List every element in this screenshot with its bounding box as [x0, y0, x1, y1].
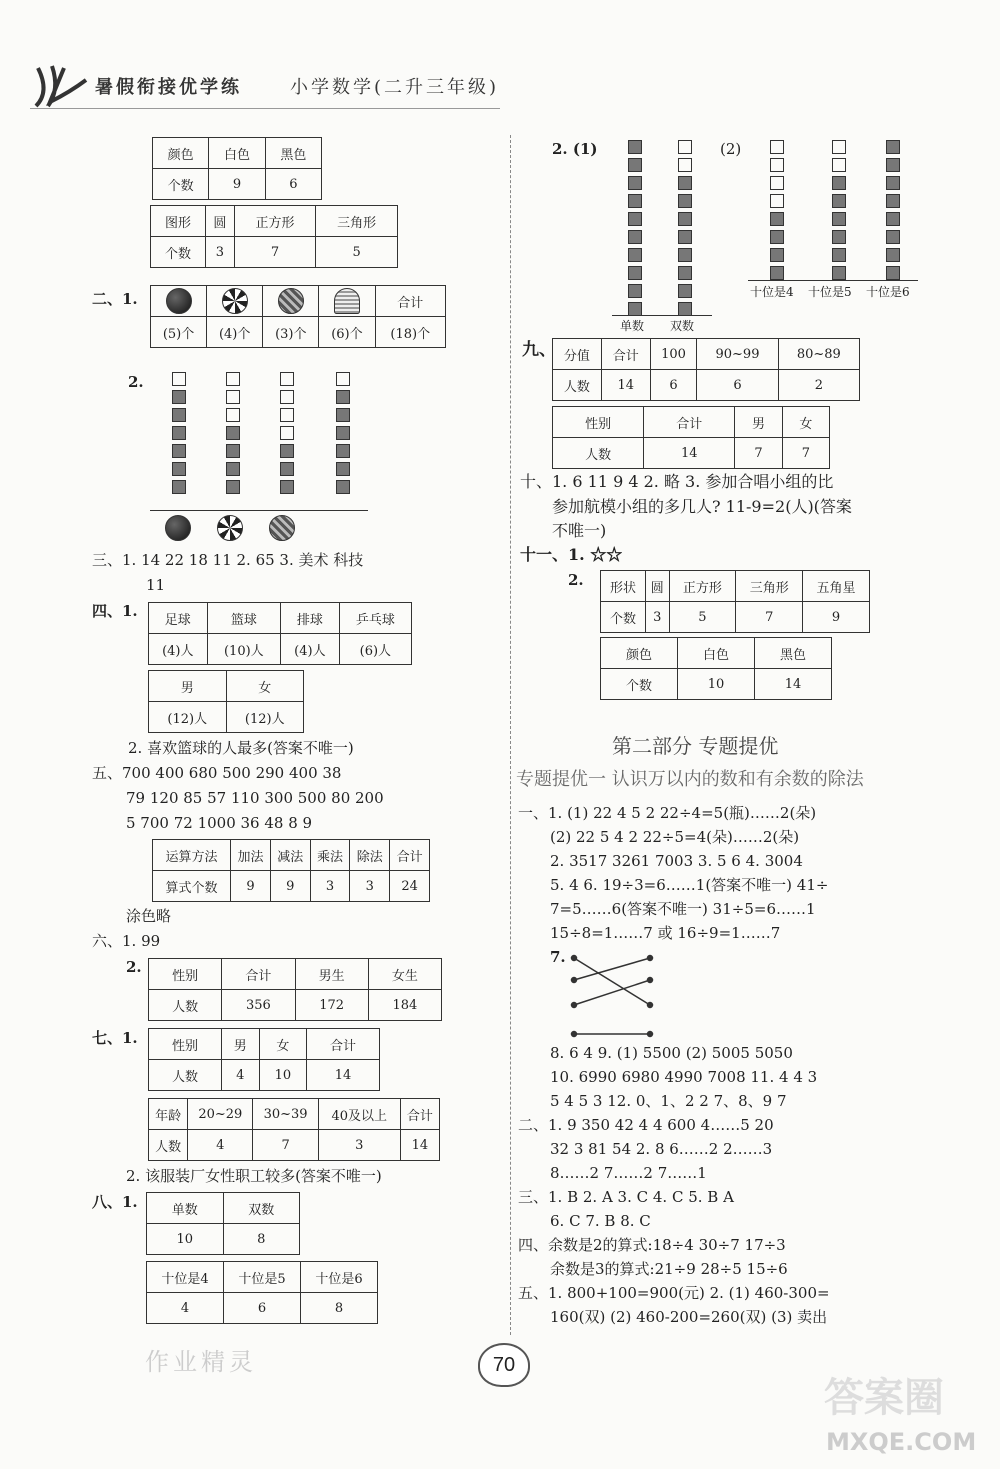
table-gender-2: 性别 男 女 合计 人数 4 10 14 [148, 1028, 380, 1091]
label-tens-5: 十位是5 [808, 285, 852, 299]
q2-1-label: 二、1. [92, 290, 138, 308]
topic-title: 专题提优一 认识万以内的数和有余数的除法 [516, 769, 864, 790]
r2-line-4: 32 3 81 54 2. 8 6……2 2……3 [550, 1140, 773, 1158]
header-subject: 小学数学(二升三年级) [290, 77, 500, 98]
q2-2-label: 2. [128, 373, 144, 391]
watermark-url: MXQE.COM [826, 1428, 977, 1456]
basketball-icon [165, 515, 191, 541]
r2-line-8: 四、余数是2的算式:18÷4 30÷7 17÷3 [518, 1236, 786, 1254]
bar-shuttlecock [336, 372, 350, 498]
r2-line-11: 160(双) (2) 460-200=260(双) (3) 卖出 [550, 1308, 828, 1326]
q3-line: 三、1. 14 22 18 11 2. 65 3. 美术 科技 [92, 551, 364, 569]
q11-2-label: 2. [568, 571, 584, 589]
q10-a: 十、1. 6 11 9 4 2. 略 3. 参加合唱小组的比 [520, 472, 834, 491]
q10-b: 参加航模小组的多几人? 11-9=2(人)(答案 [552, 497, 852, 516]
q9-label: 九、 [522, 340, 556, 360]
bar-odd [628, 140, 642, 320]
q3-line-b: 11 [146, 576, 166, 594]
q6-2-label: 2. [126, 958, 142, 976]
table-sports: 足球 篮球 排球 乒乓球 (4)人 (10)人 (4)人 (6)人 [148, 602, 412, 665]
q7-2: 2. 该服装厂女性职工较多(答案不唯一) [126, 1167, 382, 1185]
q4-2: 2. 喜欢篮球的人最多(答案不唯一) [128, 739, 354, 757]
q10-c: 不唯一) [552, 521, 607, 540]
r2-line-6: 三、1. B 2. A 3. C 4. C 5. B A [518, 1188, 734, 1206]
table-gender: 男 女 (12)人 (12)人 [148, 670, 304, 733]
r2-line-2: 5 4 5 3 12. 0、1、2 2 7、8、9 7 [550, 1092, 787, 1110]
page-number-badge [478, 1343, 530, 1387]
shuttlecock-icon [334, 288, 360, 314]
label-even: 双数 [670, 319, 695, 333]
table-scores: 分值 合计 100 90~99 80~89 人数 14 6 6 2 [552, 338, 860, 401]
table-age: 年龄 20~29 30~39 40及以上 合计 人数 4 7 3 14 [148, 1098, 440, 1161]
r2-line-5: 8……2 7……2 7……1 [550, 1164, 707, 1182]
soccer-ball-icon [222, 288, 248, 314]
r2-line-1: 10. 6990 6980 4990 7008 11. 4 4 3 [550, 1068, 818, 1086]
table-shape-count: 图形 圆 正方形 三角形 个数 3 7 5 [150, 205, 398, 268]
r-line-0: 一、1. (1) 22 4 5 2 22÷4=5(瓶)……2(朵) [518, 804, 817, 822]
q4-label: 四、1. [92, 602, 138, 620]
label-odd: 单数 [620, 319, 645, 333]
r2-line-3: 二、1. 9 350 42 4 4 600 4……5 20 [518, 1116, 774, 1134]
page-number: 70 [492, 1354, 516, 1376]
r2-line-0: 8. 6 4 9. (1) 5500 (2) 5005 5050 [550, 1044, 793, 1062]
label-tens-4: 十位是4 [750, 285, 794, 299]
q5-d: 涂色略 [126, 907, 172, 925]
q7-label: 七、1. [92, 1029, 138, 1047]
table-operations: 运算方法 加法 减法 乘法 除法 合计 算式个数 9 9 3 3 24 [152, 839, 430, 902]
r-q2-label: 2. (1) [552, 140, 598, 158]
table-colors-r: 颜色 白色 黑色 个数 10 14 [600, 637, 832, 700]
table-staff-gender: 性别 合计 男生 女生 人数 356 172 184 [148, 958, 442, 1021]
soccer-ball-icon [217, 515, 243, 541]
r-line-3: 5. 4 6. 19÷3=6……1(答案不唯一) 41÷ [550, 876, 829, 894]
r2-line-9: 余数是3的算式:21÷9 28÷5 15÷6 [550, 1260, 788, 1278]
part-two-title: 第二部分 专题提优 [612, 734, 779, 758]
q8-label: 八、1. [92, 1193, 138, 1211]
ball-row [165, 515, 365, 541]
r-q2-2-label: (2) [720, 140, 742, 158]
header-title: 暑假衔接优学练 [95, 77, 242, 98]
volleyball-icon [269, 515, 295, 541]
footer-mark: 作业精灵 [145, 1348, 257, 1376]
q5-line-c: 5 700 72 1000 36 48 8 9 [126, 814, 313, 832]
matching-lines [566, 950, 666, 1049]
table-gender-r: 性别 合计 男 女 人数 14 7 7 [552, 406, 830, 469]
basketball-icon [166, 288, 192, 314]
r-line-6: 7. [550, 948, 566, 966]
bar-even [678, 140, 692, 320]
bar-soccer [226, 372, 240, 498]
column-divider [510, 135, 511, 1335]
table-odd-even: 单数 双数 10 8 [146, 1192, 300, 1255]
r-line-1: (2) 22 5 4 2 22÷5=4(朵)……2(朵) [550, 828, 800, 846]
bar-tens-5 [832, 140, 846, 284]
volleyball-icon [278, 288, 304, 314]
bar-tens-6 [886, 140, 900, 284]
bar-baseline [150, 510, 368, 511]
bar-baseline-r2 [748, 280, 918, 281]
r-line-4: 7=5……6(答案不唯一) 31÷5=6……1 [550, 900, 816, 918]
watermark-logo: 答案圈 [824, 1375, 944, 1421]
bar-volleyball [280, 372, 294, 498]
r-line-2: 2. 3517 3261 7003 3. 5 6 4. 3004 [550, 852, 803, 870]
table-shapes-r: 形状 圆 正方形 三角形 五角星 个数 3 5 7 9 [600, 570, 870, 633]
bar-tens-4 [770, 140, 784, 284]
header-rule [30, 108, 500, 109]
table-tens: 十位是4 十位是5 十位是6 4 6 8 [146, 1261, 378, 1324]
q5-line-b: 79 120 85 57 110 300 500 80 200 [126, 789, 384, 807]
q11-1: 十一、1. ☆☆ [520, 545, 623, 564]
table-balls: 合计 (5)个 (4)个 (3)个 (6)个 (18)个 [150, 285, 446, 348]
q6-1: 六、1. 99 [92, 932, 161, 950]
label-tens-6: 十位是6 [866, 285, 910, 299]
r2-line-10: 五、1. 800+100=900(元) 2. (1) 460-300= [518, 1284, 830, 1302]
q5-line-a: 五、700 400 680 500 290 400 38 [92, 764, 342, 782]
r2-line-7: 6. C 7. B 8. C [550, 1212, 651, 1230]
logo-icon [30, 62, 90, 110]
r-line-5: 15÷8=1……7 或 16÷9=1……7 [550, 924, 781, 942]
table-color-count: 颜色 白色 黑色 个数 9 6 [152, 137, 322, 200]
bar-basketball [172, 372, 186, 498]
